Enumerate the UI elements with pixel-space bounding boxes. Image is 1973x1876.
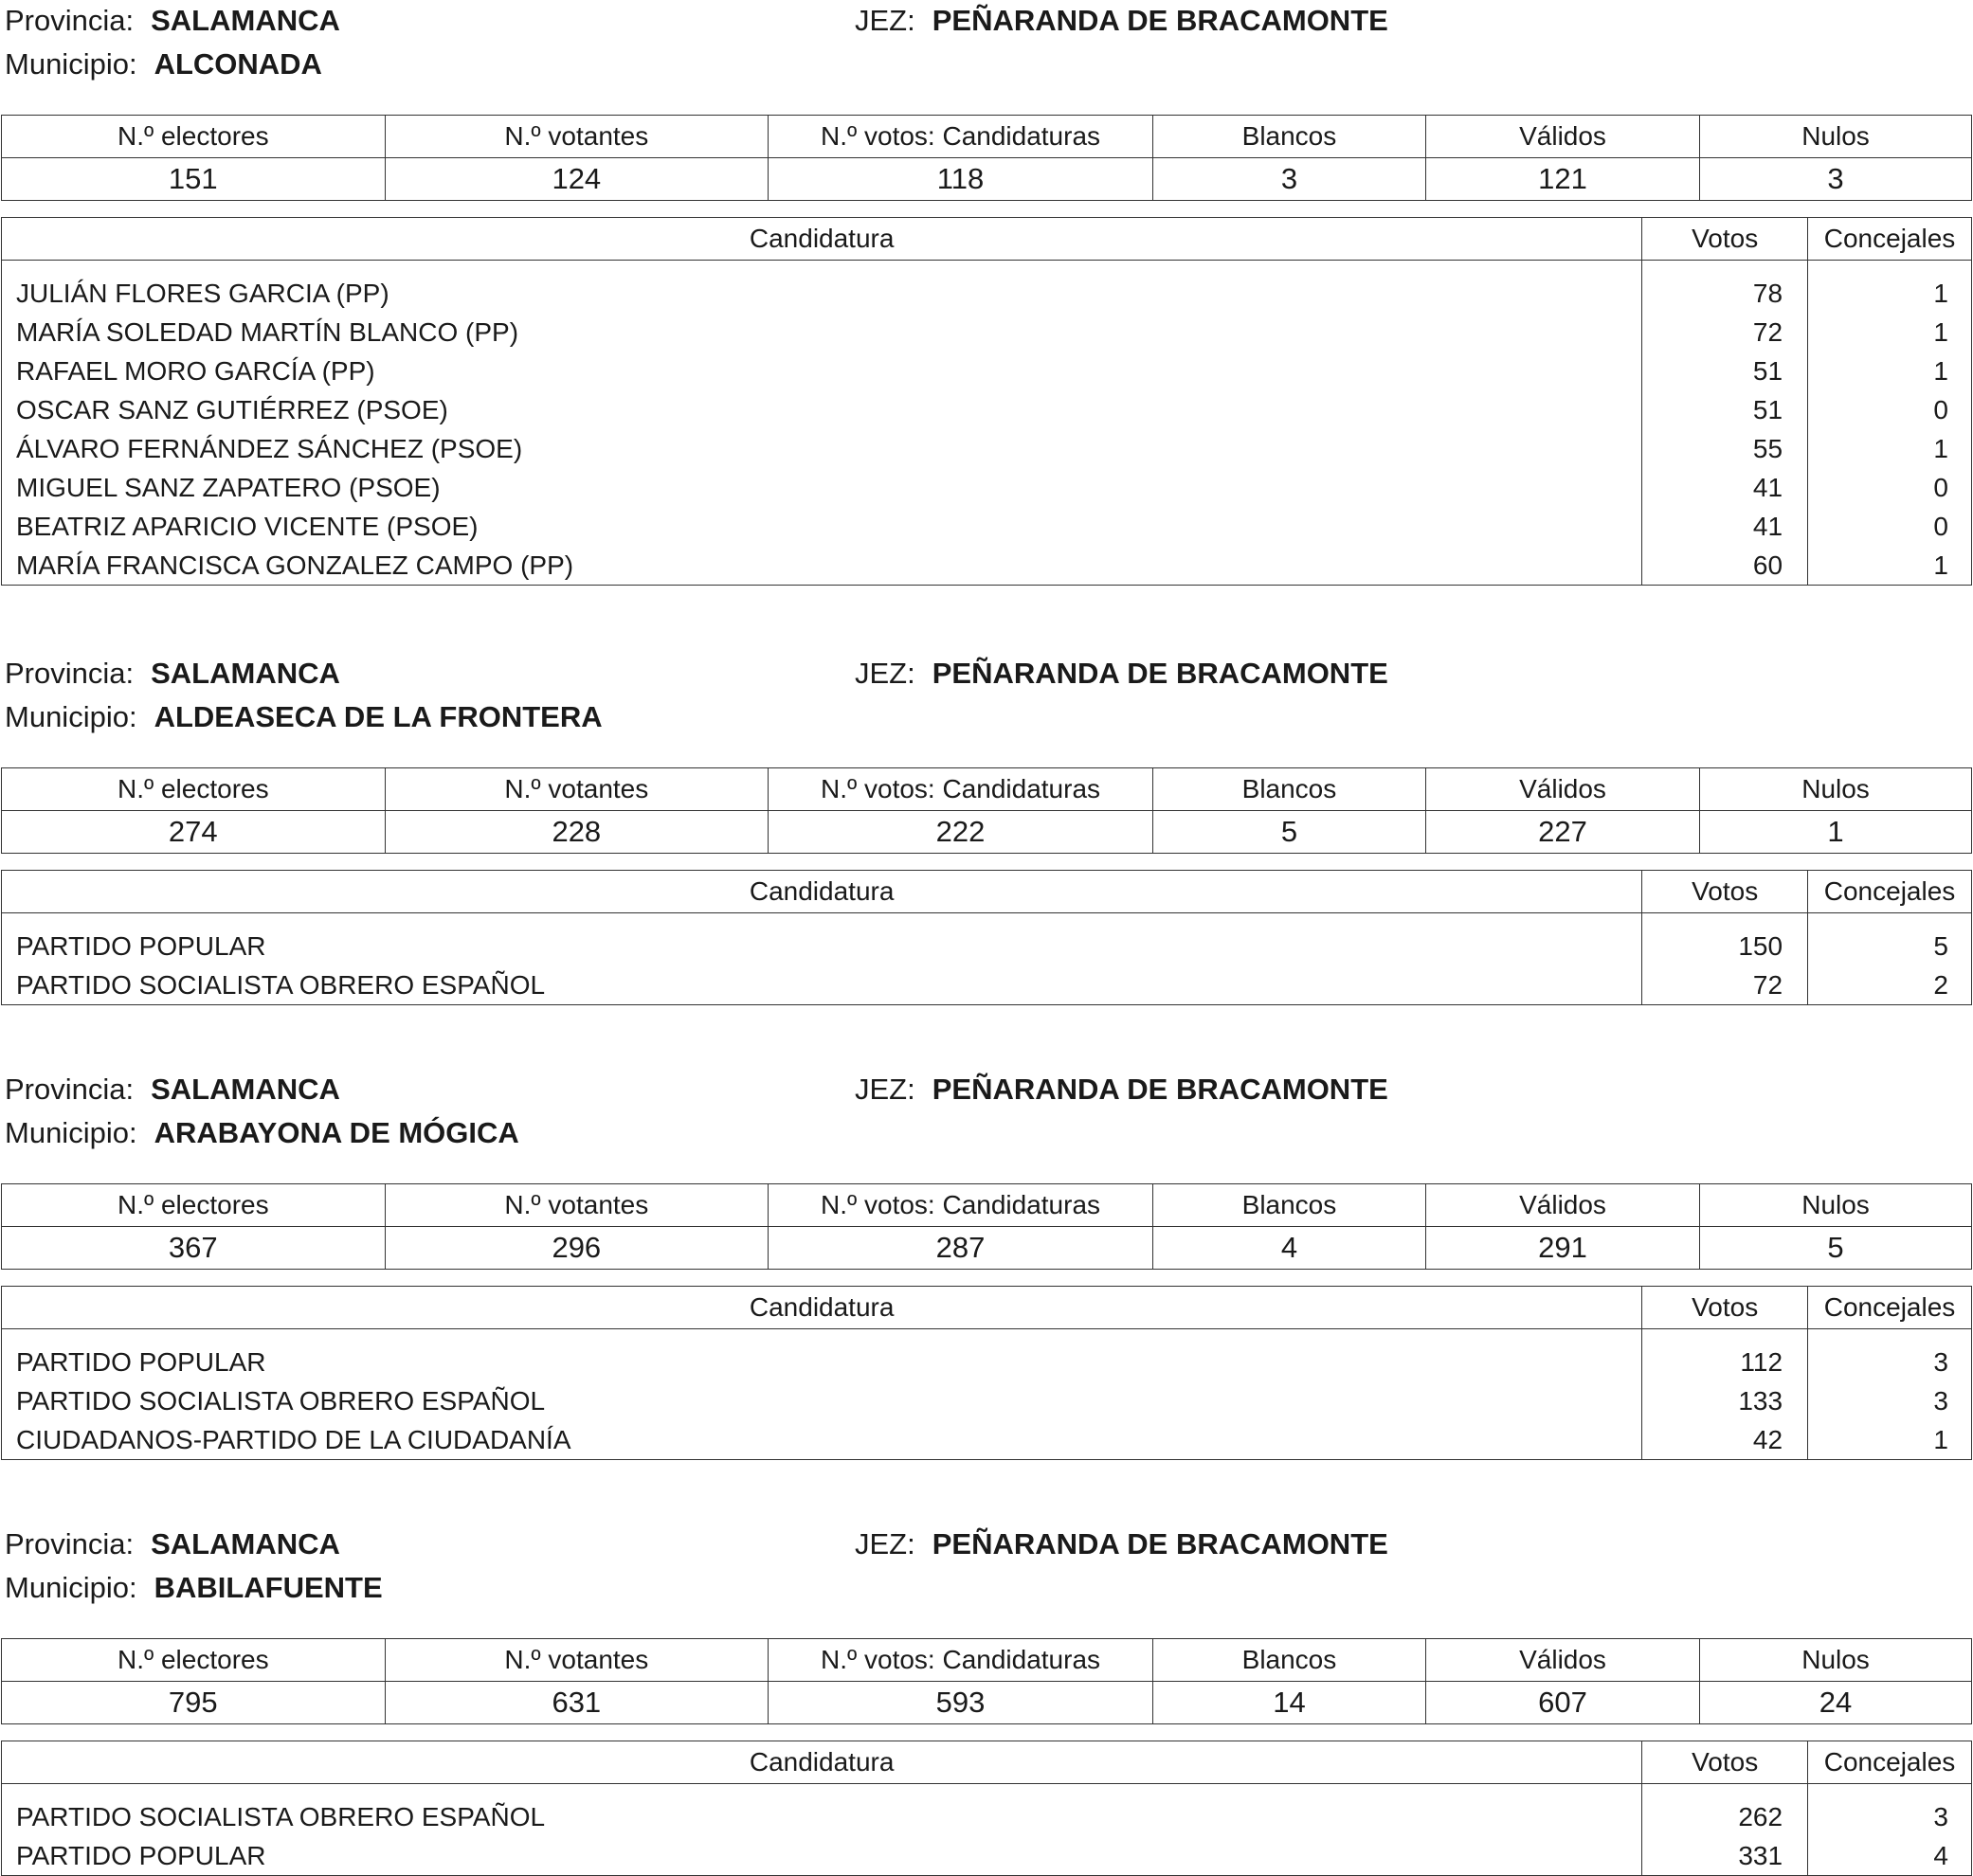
stats-header-blancos: Blancos — [1152, 1184, 1425, 1227]
municipio-label: Municipio: — [5, 1116, 137, 1149]
candidatura-row — [2, 390, 1972, 429]
candidatura-concejales: 3 — [1808, 1329, 1972, 1382]
candidatura-concejales: 1 — [1808, 429, 1972, 468]
candidatura-name: JULIÁN FLORES GARCIA (PP) — [2, 261, 1642, 314]
stats-header-votos_candidaturas: N.º votos: Candidaturas — [769, 1184, 1153, 1227]
stats-value-electores: 274 — [2, 811, 386, 854]
candidatura-row — [2, 261, 1972, 314]
stats-value-votos_candidaturas: 287 — [769, 1227, 1153, 1270]
stats-value-electores: 367 — [2, 1227, 386, 1270]
provincia-value: SALAMANCA — [151, 1073, 340, 1106]
municipio-block — [0, 0, 1973, 580]
concejales-header: Concejales — [1808, 218, 1972, 261]
stats-header-row — [2, 768, 1972, 811]
concejales-header: Concejales — [1808, 1741, 1972, 1784]
candidatura-name: PARTIDO POPULAR — [2, 1329, 1642, 1382]
candidatura-concejales: 0 — [1808, 468, 1972, 507]
candidatura-name: RAFAEL MORO GARCÍA (PP) — [2, 352, 1642, 390]
candidatura-votos: 55 — [1642, 429, 1808, 468]
candidatura-concejales: 4 — [1808, 1836, 1972, 1876]
candidatura-row — [2, 1784, 1972, 1837]
jez-line — [855, 1525, 1388, 1563]
candidatura-name: ÁLVARO FERNÁNDEZ SÁNCHEZ (PSOE) — [2, 429, 1642, 468]
jez-line — [855, 1071, 1388, 1109]
stats-header-validos: Válidos — [1426, 116, 1700, 158]
candidatura-votos: 72 — [1642, 313, 1808, 352]
stats-header-validos: Válidos — [1426, 768, 1700, 811]
municipio-line — [5, 45, 322, 83]
candidatura-name: CIUDADANOS-PARTIDO DE LA CIUDADANÍA — [2, 1420, 1642, 1460]
candidatura-votos: 42 — [1642, 1420, 1808, 1460]
stats-value-row — [2, 1227, 1972, 1270]
stats-value-nulos: 1 — [1700, 811, 1972, 854]
candidatura-row — [2, 965, 1972, 1005]
provincia-label: Provincia: — [5, 4, 135, 37]
stats-value-votantes: 228 — [385, 811, 769, 854]
stats-value-votantes: 124 — [385, 158, 769, 201]
stats-value-validos: 291 — [1426, 1227, 1700, 1270]
stats-header-votos_candidaturas: N.º votos: Candidaturas — [769, 1639, 1153, 1682]
stats-header-blancos: Blancos — [1152, 1639, 1425, 1682]
candidatura-row — [2, 1329, 1972, 1382]
jez-label: JEZ: — [855, 4, 915, 37]
municipio-label: Municipio: — [5, 47, 137, 81]
municipio-label: Municipio: — [5, 1571, 137, 1604]
stats-value-electores: 795 — [2, 1682, 386, 1724]
provincia-line — [5, 1071, 340, 1109]
candidatura-row — [2, 468, 1972, 507]
candidatura-concejales: 0 — [1808, 507, 1972, 546]
stats-header-blancos: Blancos — [1152, 768, 1425, 811]
candidatura-name: MARÍA FRANCISCA GONZALEZ CAMPO (PP) — [2, 546, 1642, 586]
stats-table — [1, 115, 1972, 201]
jez-line — [855, 2, 1388, 40]
candidaturas-table — [1, 217, 1972, 586]
stats-header-nulos: Nulos — [1700, 1184, 1972, 1227]
candidatura-row — [2, 429, 1972, 468]
municipio-block — [0, 1524, 1973, 1870]
candidatura-name: PARTIDO POPULAR — [2, 913, 1642, 966]
candidatura-concejales: 0 — [1808, 390, 1972, 429]
block-header — [0, 653, 1973, 768]
candidatura-row — [2, 352, 1972, 390]
block-header — [0, 1524, 1973, 1639]
candidatura-name: PARTIDO SOCIALISTA OBRERO ESPAÑOL — [2, 1381, 1642, 1420]
stats-header-blancos: Blancos — [1152, 116, 1425, 158]
block-header — [0, 0, 1973, 116]
votos-header: Votos — [1642, 1287, 1808, 1329]
stats-value-row — [2, 1682, 1972, 1724]
stats-value-row — [2, 811, 1972, 854]
provincia-line — [5, 2, 340, 40]
stats-header-row — [2, 1639, 1972, 1682]
municipio-line — [5, 1569, 383, 1607]
stats-value-nulos: 3 — [1700, 158, 1972, 201]
municipio-value: ALDEASECA DE LA FRONTERA — [154, 700, 603, 733]
provincia-label: Provincia: — [5, 657, 135, 690]
candidatura-votos: 331 — [1642, 1836, 1808, 1876]
municipio-value: ALCONADA — [154, 47, 322, 81]
candidatura-header: Candidatura — [2, 218, 1642, 261]
candidatura-concejales: 1 — [1808, 352, 1972, 390]
jez-value: PEÑARANDA DE BRACAMONTE — [932, 1527, 1388, 1560]
candidatura-votos: 51 — [1642, 390, 1808, 429]
stats-value-votos_candidaturas: 118 — [769, 158, 1153, 201]
provincia-value: SALAMANCA — [151, 4, 340, 37]
stats-value-votantes: 296 — [385, 1227, 769, 1270]
candidatura-row — [2, 507, 1972, 546]
candidatura-concejales: 1 — [1808, 313, 1972, 352]
candidaturas-header-row — [2, 1741, 1972, 1784]
candidatura-concejales: 1 — [1808, 1420, 1972, 1460]
stats-value-row — [2, 158, 1972, 201]
municipio-block — [0, 1069, 1973, 1454]
stats-value-blancos: 5 — [1152, 811, 1425, 854]
candidatura-name: MARÍA SOLEDAD MARTÍN BLANCO (PP) — [2, 313, 1642, 352]
municipio-line — [5, 1114, 519, 1152]
candidatura-row — [2, 1836, 1972, 1876]
candidatura-name: MIGUEL SANZ ZAPATERO (PSOE) — [2, 468, 1642, 507]
stats-value-votantes: 631 — [385, 1682, 769, 1724]
stats-value-validos: 227 — [1426, 811, 1700, 854]
candidatura-concejales: 3 — [1808, 1381, 1972, 1420]
candidatura-votos: 150 — [1642, 913, 1808, 966]
candidatura-concejales: 3 — [1808, 1784, 1972, 1837]
candidatura-concejales: 1 — [1808, 546, 1972, 586]
stats-header-validos: Válidos — [1426, 1184, 1700, 1227]
votos-header: Votos — [1642, 1741, 1808, 1784]
provincia-label: Provincia: — [5, 1527, 135, 1560]
provincia-label: Provincia: — [5, 1073, 135, 1106]
provincia-value: SALAMANCA — [151, 657, 340, 690]
candidatura-name: BEATRIZ APARICIO VICENTE (PSOE) — [2, 507, 1642, 546]
stats-header-votantes: N.º votantes — [385, 768, 769, 811]
stats-value-nulos: 24 — [1700, 1682, 1972, 1724]
candidatura-row — [2, 1381, 1972, 1420]
stats-header-votantes: N.º votantes — [385, 116, 769, 158]
stats-header-nulos: Nulos — [1700, 1639, 1972, 1682]
stats-header-row — [2, 116, 1972, 158]
candidatura-name: PARTIDO SOCIALISTA OBRERO ESPAÑOL — [2, 1784, 1642, 1837]
concejales-header: Concejales — [1808, 871, 1972, 913]
provincia-line — [5, 1525, 340, 1563]
stats-header-nulos: Nulos — [1700, 768, 1972, 811]
candidatura-header: Candidatura — [2, 871, 1642, 913]
candidatura-votos: 41 — [1642, 507, 1808, 546]
jez-label: JEZ: — [855, 657, 915, 690]
stats-header-electores: N.º electores — [2, 768, 386, 811]
municipio-value: BABILAFUENTE — [154, 1571, 383, 1604]
candidatura-row — [2, 313, 1972, 352]
jez-label: JEZ: — [855, 1527, 915, 1560]
stats-value-blancos: 4 — [1152, 1227, 1425, 1270]
candidatura-concejales: 5 — [1808, 913, 1972, 966]
block-header — [0, 1069, 1973, 1184]
candidatura-votos: 72 — [1642, 965, 1808, 1005]
candidatura-votos: 262 — [1642, 1784, 1808, 1837]
candidatura-header: Candidatura — [2, 1287, 1642, 1329]
jez-value: PEÑARANDA DE BRACAMONTE — [932, 657, 1388, 690]
stats-value-blancos: 14 — [1152, 1682, 1425, 1724]
candidatura-row — [2, 913, 1972, 966]
stats-header-electores: N.º electores — [2, 1639, 386, 1682]
jez-label: JEZ: — [855, 1073, 915, 1106]
stats-value-nulos: 5 — [1700, 1227, 1972, 1270]
candidaturas-header-row — [2, 218, 1972, 261]
votos-header: Votos — [1642, 218, 1808, 261]
jez-value: PEÑARANDA DE BRACAMONTE — [932, 4, 1388, 37]
candidaturas-table — [1, 1286, 1972, 1460]
candidatura-votos: 133 — [1642, 1381, 1808, 1420]
candidatura-votos: 78 — [1642, 261, 1808, 314]
concejales-header: Concejales — [1808, 1287, 1972, 1329]
jez-value: PEÑARANDA DE BRACAMONTE — [932, 1073, 1388, 1106]
candidatura-votos: 41 — [1642, 468, 1808, 507]
candidatura-row — [2, 546, 1972, 586]
candidatura-concejales: 1 — [1808, 261, 1972, 314]
candidatura-votos: 60 — [1642, 546, 1808, 586]
stats-header-votantes: N.º votantes — [385, 1184, 769, 1227]
stats-header-row — [2, 1184, 1972, 1227]
stats-value-votos_candidaturas: 222 — [769, 811, 1153, 854]
stats-value-validos: 121 — [1426, 158, 1700, 201]
municipio-line — [5, 698, 603, 736]
candidaturas-table — [1, 870, 1972, 1005]
stats-header-validos: Válidos — [1426, 1639, 1700, 1682]
candidaturas-header-row — [2, 1287, 1972, 1329]
candidaturas-table — [1, 1741, 1972, 1876]
candidaturas-header-row — [2, 871, 1972, 913]
stats-table — [1, 767, 1972, 854]
municipio-block — [0, 653, 1973, 1000]
stats-header-votos_candidaturas: N.º votos: Candidaturas — [769, 768, 1153, 811]
stats-header-votos_candidaturas: N.º votos: Candidaturas — [769, 116, 1153, 158]
stats-value-blancos: 3 — [1152, 158, 1425, 201]
candidatura-header: Candidatura — [2, 1741, 1642, 1784]
municipio-label: Municipio: — [5, 700, 137, 733]
stats-value-validos: 607 — [1426, 1682, 1700, 1724]
provincia-line — [5, 655, 340, 693]
stats-header-electores: N.º electores — [2, 1184, 386, 1227]
provincia-value: SALAMANCA — [151, 1527, 340, 1560]
stats-value-electores: 151 — [2, 158, 386, 201]
candidatura-name: PARTIDO POPULAR — [2, 1836, 1642, 1876]
candidatura-votos: 112 — [1642, 1329, 1808, 1382]
stats-header-votantes: N.º votantes — [385, 1639, 769, 1682]
municipio-value: ARABAYONA DE MÓGICA — [154, 1116, 519, 1149]
candidatura-votos: 51 — [1642, 352, 1808, 390]
stats-value-votos_candidaturas: 593 — [769, 1682, 1153, 1724]
candidatura-concejales: 2 — [1808, 965, 1972, 1005]
stats-table — [1, 1183, 1972, 1270]
candidatura-name: PARTIDO SOCIALISTA OBRERO ESPAÑOL — [2, 965, 1642, 1005]
votos-header: Votos — [1642, 871, 1808, 913]
candidatura-row — [2, 1420, 1972, 1460]
jez-line — [855, 655, 1388, 693]
stats-header-nulos: Nulos — [1700, 116, 1972, 158]
stats-header-electores: N.º electores — [2, 116, 386, 158]
stats-table — [1, 1638, 1972, 1724]
candidatura-name: OSCAR SANZ GUTIÉRREZ (PSOE) — [2, 390, 1642, 429]
